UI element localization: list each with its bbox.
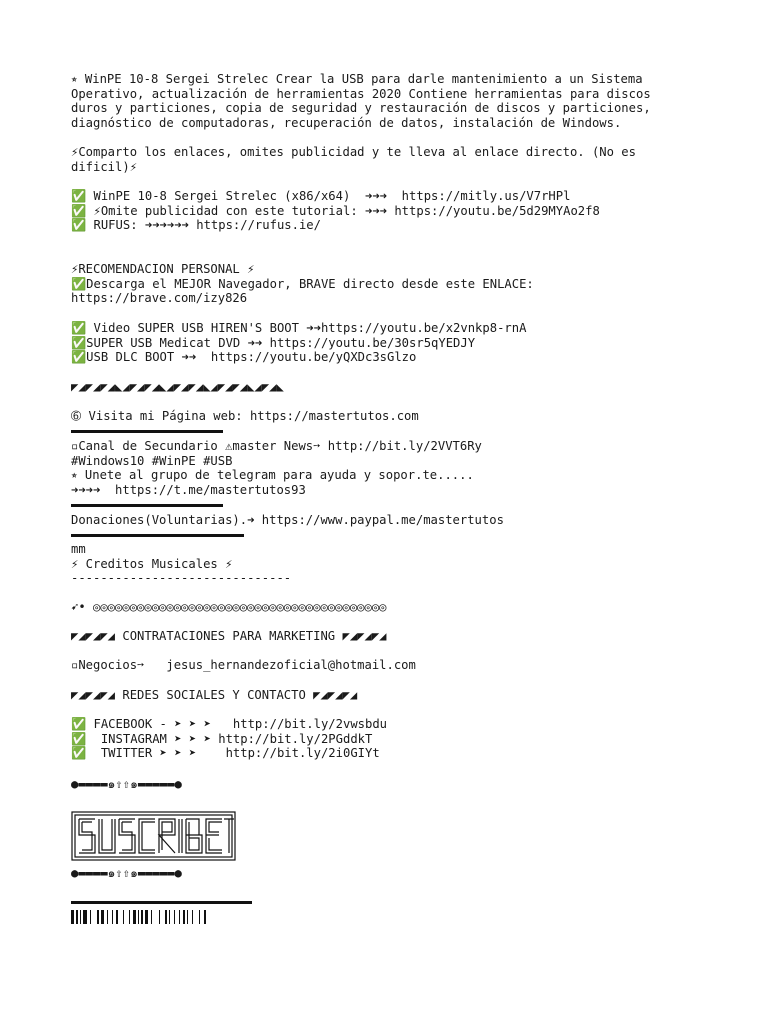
link-hirens-video[interactable]: ✅ Video SUPER USB HIREN'S BOOT ➜➜https://youtu.be/x2vnkp8-rnA — [71, 321, 527, 335]
mm-text: mm — [71, 542, 86, 556]
intro-line-3: duros y particiones, copia de seguridad y restauración de discos y particiones, — [71, 101, 651, 116]
link-website[interactable]: ➅ Visita mi Página web: https://mastertutos.com — [71, 409, 419, 423]
link-facebook[interactable]: ✅ FACEBOOK - ➤ ➤ ➤ http://bit.ly/2vwsbdu — [71, 717, 388, 731]
telegram-text: ⭒ Unete al grupo de telegram para ayuda y sopor.te..... — [71, 468, 474, 483]
link-instagram[interactable]: ✅ INSTAGRAM ➤ ➤ ➤ http://bit.ly/2PGddkT — [71, 731, 373, 746]
credits-rule: ------------------------------ — [71, 571, 292, 586]
link-winpe[interactable]: ✅ WinPE 10-8 Sergei Strelec (x86/x64) ➜➜➜ https://mitly.us/V7rHPl — [71, 189, 571, 203]
decorative-corner-row: ◤◢◤◢◤◢◣◢◤◢◤◢◣◢◤◢◤◢◣◢◤◢◤◢◣◢◤◢◣ — [71, 380, 284, 394]
link-secondary-channel[interactable]: ▫Canal de Secundario ⚠master News➙ http://bit.ly/2VVT6Ry — [71, 439, 482, 453]
share-line-2: dificil)⚡ — [71, 159, 138, 174]
share-line-1: ⚡Comparto los enlaces, omites publicidad y te lleva al enlace directo. (No es — [71, 145, 636, 159]
divider — [71, 430, 223, 433]
link-twitter[interactable]: ✅ TWITTER ➤ ➤ ➤ http://bit.ly/2i0GIYt — [71, 746, 380, 761]
ornament-bottom: ●▬▬▬▬๑⇧⇧๑▬▬▬▬▬● — [71, 866, 182, 880]
link-tutorial[interactable]: ✅ ⚡Omite publicidad con este tutorial: ➜➜➜ https://youtu.be/5d29MYAo2f8 — [71, 203, 600, 218]
recommend-title: ⚡RECOMENDACION PERSONAL ⚡ — [71, 262, 255, 276]
business-email[interactable]: ▫Negocios➙ jesus_hernandezoficial@hotmail.com — [71, 658, 416, 672]
link-donations[interactable]: Donaciones(Voluntarias).➜ https://www.paypal.me/mastertutos — [71, 513, 504, 527]
hashtags: #Windows10 #WinPE #USB — [71, 453, 233, 468]
intro-line-2: Operativo, actualización de herramientas 2020 Contiene herramientas para discos — [71, 86, 651, 101]
marketing-title: ◤◢◤◢◤◢ CONTRATACIONES PARA MARKETING ◤◢◤◢◤◢ — [71, 629, 387, 643]
link-brave[interactable]: https://brave.com/izy826 — [71, 291, 248, 306]
divider — [71, 534, 244, 537]
barcode-icon — [71, 910, 211, 924]
recommend-text: ✅Descarga el MEJOR Navegador, BRAVE directo desde este ENLACE: — [71, 276, 534, 291]
intro-line-1: ⭒ WinPE 10-8 Sergei Strelec Crear la USB para darle mantenimiento a un Sistema — [71, 72, 643, 86]
subscribe-logo-icon — [71, 811, 236, 861]
divider — [71, 504, 223, 507]
link-telegram[interactable]: ➜➜➜➜ https://t.me/mastertutos93 — [71, 482, 306, 497]
link-rufus[interactable]: ✅ RUFUS: ➜➜➜➜➜➜ https://rufus.ie/ — [71, 218, 321, 233]
intro-line-4: diagnóstico de computadoras, recuperación de datos, instalación de Windows. — [71, 115, 622, 130]
link-dlc-video[interactable]: ✅USB DLC BOOT ➜➜ https://youtu.be/yQXDc3sGlzo — [71, 350, 417, 365]
divider — [71, 901, 252, 904]
credits-title: ⚡ Creditos Musicales ⚡ — [71, 556, 233, 571]
decorative-chain-row: ➹• ◎◎◎◎◎◎◎◎◎◎◎◎◎◎◎◎◎◎◎◎◎◎◎◎◎◎◎◎◎◎◎◎◎◎◎◎◎◎◎◎ — [71, 600, 387, 614]
link-medicat-video[interactable]: ✅SUPER USB Medicat DVD ➜➜ https://youtu.be/30sr5qYEDJY — [71, 335, 476, 350]
ornament-top: ●▬▬▬▬๑⇧⇧๑▬▬▬▬▬● — [71, 777, 182, 791]
social-title: ◤◢◤◢◤◢ REDES SOCIALES Y CONTACTO ◤◢◤◢◤◢ — [71, 688, 358, 702]
